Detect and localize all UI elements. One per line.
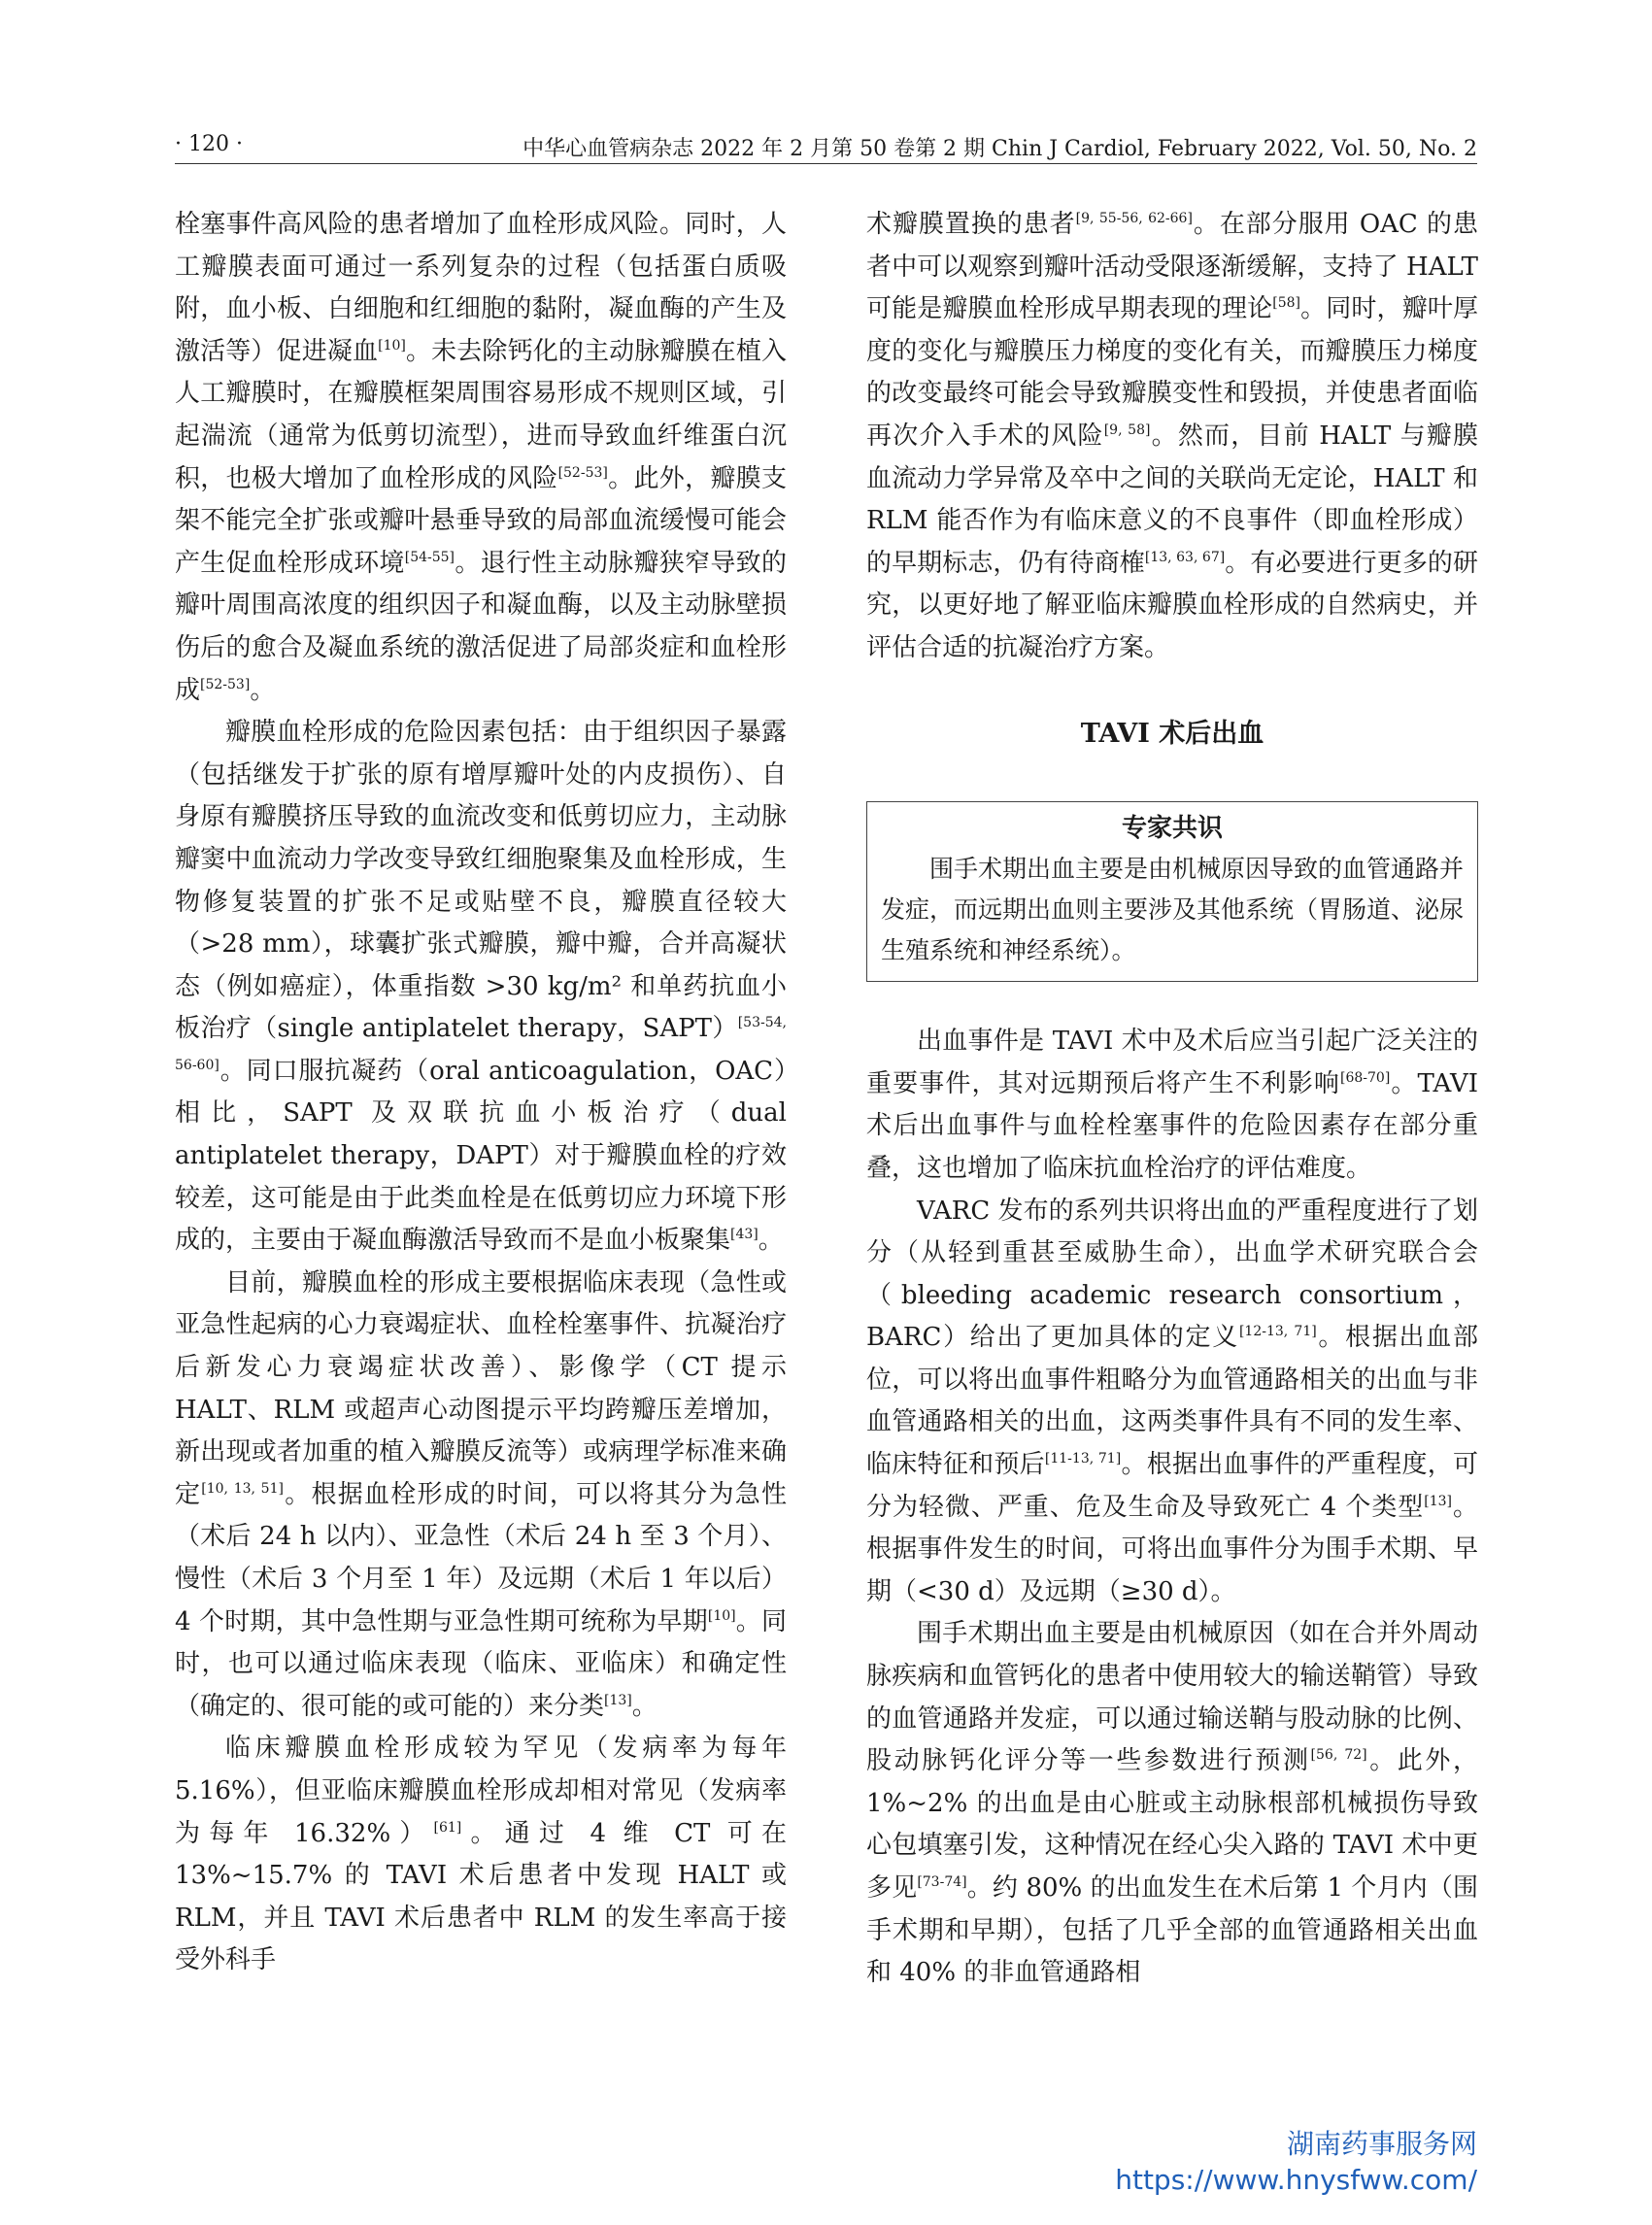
paragraph: 围手术期出血主要是由机械原因（如在合并外周动脉疾病和血管钙化的患者中使用较大的输送鞘管）导致的血管通路并发症，可以通过输送鞘与股动脉的比例、股动脉钙化评分等一些参数进行预测[56, 72]。此外，1%~2% 的出血是由心脏或主动脉根部机械损伤导致心包填塞引发，这种情况在经心尖入路的 TAVI 术中更多见[73-74]。约 80% 的出血发生在术后第 1 个月内（围手术期和早期），包括了几乎全部的血管通路相关出血和 40% 的非血管通路相 <box>866 1619 1478 1988</box>
left-column <box>175 204 787 1982</box>
citation[interactable]: [10] <box>378 337 406 354</box>
paragraph: 瓣膜血栓形成的危险因素包括：由于组织因子暴露（包括继发于扩张的原有增厚瓣叶处的内皮损伤）、自身原有瓣膜挤压导致的血流改变和低剪切应力，主动脉瓣窦中血流动力学改变导致红细胞聚集及血栓形成，生物修复装置的扩张不足或贴壁不良，瓣膜直径较大（>28 mm），球囊扩张式瓣膜，瓣中瓣，合并高凝状态（例如癌症），体重指数 >30 kg/m² 和单药抗血小板治疗（single antiplatelet therapy，SAPT）[53-54, 56-60]。同口服抗凝药（oral anticoagulation，OAC）相比，SAPT 及双联抗血小板治疗（dual antiplatelet therapy，DAPT）对于瓣膜血栓的疗效较差，这可能是由于此类血栓是在低剪切应力环境下形成的，主要由于凝血酶激活导致而不是血小板聚集[43]。 <box>175 718 787 1256</box>
citation[interactable]: [68-70] <box>1340 1069 1391 1086</box>
citation[interactable]: [73-74] <box>917 1874 967 1890</box>
citation[interactable]: [9, 55-56, 62-66] <box>1075 211 1193 226</box>
citation[interactable]: [9, 58] <box>1103 421 1151 438</box>
citation[interactable]: [11-13, 71] <box>1044 1451 1122 1467</box>
citation[interactable]: [52-53] <box>557 464 608 481</box>
page-number: · 120 · <box>175 132 243 156</box>
section-title: TAVI 术后出血 <box>1080 718 1264 749</box>
citation[interactable]: [10, 13, 51] <box>201 1480 284 1497</box>
page-header <box>175 128 1477 164</box>
citation[interactable]: [53-54, 56-60] <box>175 1015 787 1073</box>
consensus-title: 专家共识 <box>1121 814 1223 844</box>
citation[interactable]: [61] <box>433 1819 462 1836</box>
paragraph: 目前，瓣膜血栓的形成主要根据临床表现（急性或亚急性起病的心力衰竭症状、血栓栓塞事件、抗凝治疗后新发心力衰竭症状改善）、影像学（CT 提示 HALT、RLM 或超声心动图提示平均跨瓣压差增加，新出现或者加重的植入瓣膜反流等）或病理学标准来确定[10, 13, 51]。根据血栓形成的时间，可以将其分为急性（术后 24 h 以内）、亚急性（术后 24 h 至 3 个月）、慢性（术后 3 个月至 1 年）及远期（术后 1 年以后）4 个时期，其中急性期与亚急性期可统称为早期[10]。同时，也可以通过临床表现（临床、亚临床）和确定性（确定的、很可能的或可能的）来分类[13]。 <box>175 1267 787 1721</box>
citation[interactable]: [54-55] <box>404 549 455 565</box>
journal-citation: 中华心血管病杂志 2022 年 2 月第 50 卷第 2 期 Chin J Cardiol, February 2022, Vol. 50, No. 2 <box>523 137 1477 161</box>
paragraph: 临床瓣膜血栓形成较为罕见（发病率为每年 5.16%），但亚临床瓣膜血栓形成却相对常见（发病率为每年 16.32%）[61]。通过 4 维 CT 可在 13%~15.7% 的 TAVI 术后患者中发现 HALT 或 RLM，并且 TAVI 术后患者中 RLM 的发生率高于接受外科手 <box>175 1734 787 1975</box>
citation[interactable]: [52-53] <box>200 676 251 692</box>
citation[interactable]: [12-13, 71] <box>1238 1324 1317 1340</box>
expert-consensus-box <box>866 801 1478 982</box>
consensus-text: 围手术期出血主要是由机械原因导致的血管通路并发症，而远期出血则主要涉及其他系统（胃肠道、泌尿生殖系统和神经系统）。 <box>881 855 1465 965</box>
citation[interactable]: [56, 72] <box>1310 1747 1367 1764</box>
watermark-name: 湖南药事服务网 <box>1286 2128 1477 2160</box>
watermark-url[interactable]: https://www.hnysfww.com/ <box>1115 2164 1477 2196</box>
right-column <box>866 204 1478 1995</box>
citation[interactable]: [13] <box>1424 1493 1453 1509</box>
citation[interactable]: [10] <box>707 1607 736 1624</box>
citation[interactable]: [43] <box>730 1227 759 1243</box>
paragraph: 术瓣膜置换的患者[9, 55-56, 62-66]。在部分服用 OAC 的患者中可以观察到瓣叶活动受限逐渐缓解，支持了 HALT 可能是瓣膜血栓形成早期表现的理论[58]。同时，瓣叶厚度的变化与瓣膜压力梯度的变化有关，而瓣膜压力梯度的改变最终可能会导致瓣膜变性和毁损，并使患者面临再次介入手术的风险[9, 58]。然而，目前 HALT 与瓣膜血流动力学异常及卒中之间的关联尚无定论，HALT 和 RLM 能否作为有临床意义的不良事件（即血栓形成）的早期标志，仍有待商榷[13, 63, 67]。有必要进行更多的研究，以更好地了解亚临床瓣膜血栓形成的自然病史，并评估合适的抗凝治疗方案。 <box>866 210 1478 662</box>
paragraph: 栓塞事件高风险的患者增加了血栓形成风险。同时，人工瓣膜表面可通过一系列复杂的过程（包括蛋白质吸附，血小板、白细胞和红细胞的黏附，凝血酶的产生及激活等）促进凝血[10]。未去除钙化的主动脉瓣膜在植入人工瓣膜时，在瓣膜框架周围容易形成不规则区域，引起湍流（通常为低剪切流型），进而导致血纤维蛋白沉积，也极大增加了血栓形成的风险[52-53]。此外，瓣膜支架不能完全扩张或瓣叶悬垂导致的局部血流缓慢可能会产生促血栓形成环境[54-55]。退行性主动脉瓣狭窄导致的瓣叶周围高浓度的组织因子和凝血酶，以及主动脉壁损伤后的愈合及凝血系统的激活促进了局部炎症和血栓形成[52-53]。 <box>175 210 787 705</box>
watermark <box>1115 2127 1477 2199</box>
paragraph: 出血事件是 TAVI 术中及术后应当引起广泛关注的重要事件，其对远期预后将产生不利影响[68-70]。TAVI 术后出血事件与血栓栓塞事件的危险因素存在部分重叠，这也增加了临床抗血栓治疗的评估难度。 <box>866 1027 1478 1183</box>
citation[interactable]: [58] <box>1272 295 1300 312</box>
paragraph: VARC 发布的系列共识将出血的严重程度进行了划分（从轻到重甚至威胁生命），出血学术研究联合会（bleeding academic research consortium，BARC）给出了更加具体的定义[12-13, 71]。根据出血部位，可以将出血事件粗略分为血管通路相关的出血与非血管通路相关的出血，这两类事件具有不同的发生率、临床特征和预后[11-13, 71]。根据出血事件的严重程度，可分为轻微、严重、危及生命及导致死亡 4 个类型[13]。根据事件发生的时间，可将出血事件分为围手术期、早期（<30 d）及远期（≥30 d）。 <box>866 1196 1478 1606</box>
citation[interactable]: [13, 63, 67] <box>1144 549 1226 565</box>
citation[interactable]: [13] <box>604 1692 632 1708</box>
